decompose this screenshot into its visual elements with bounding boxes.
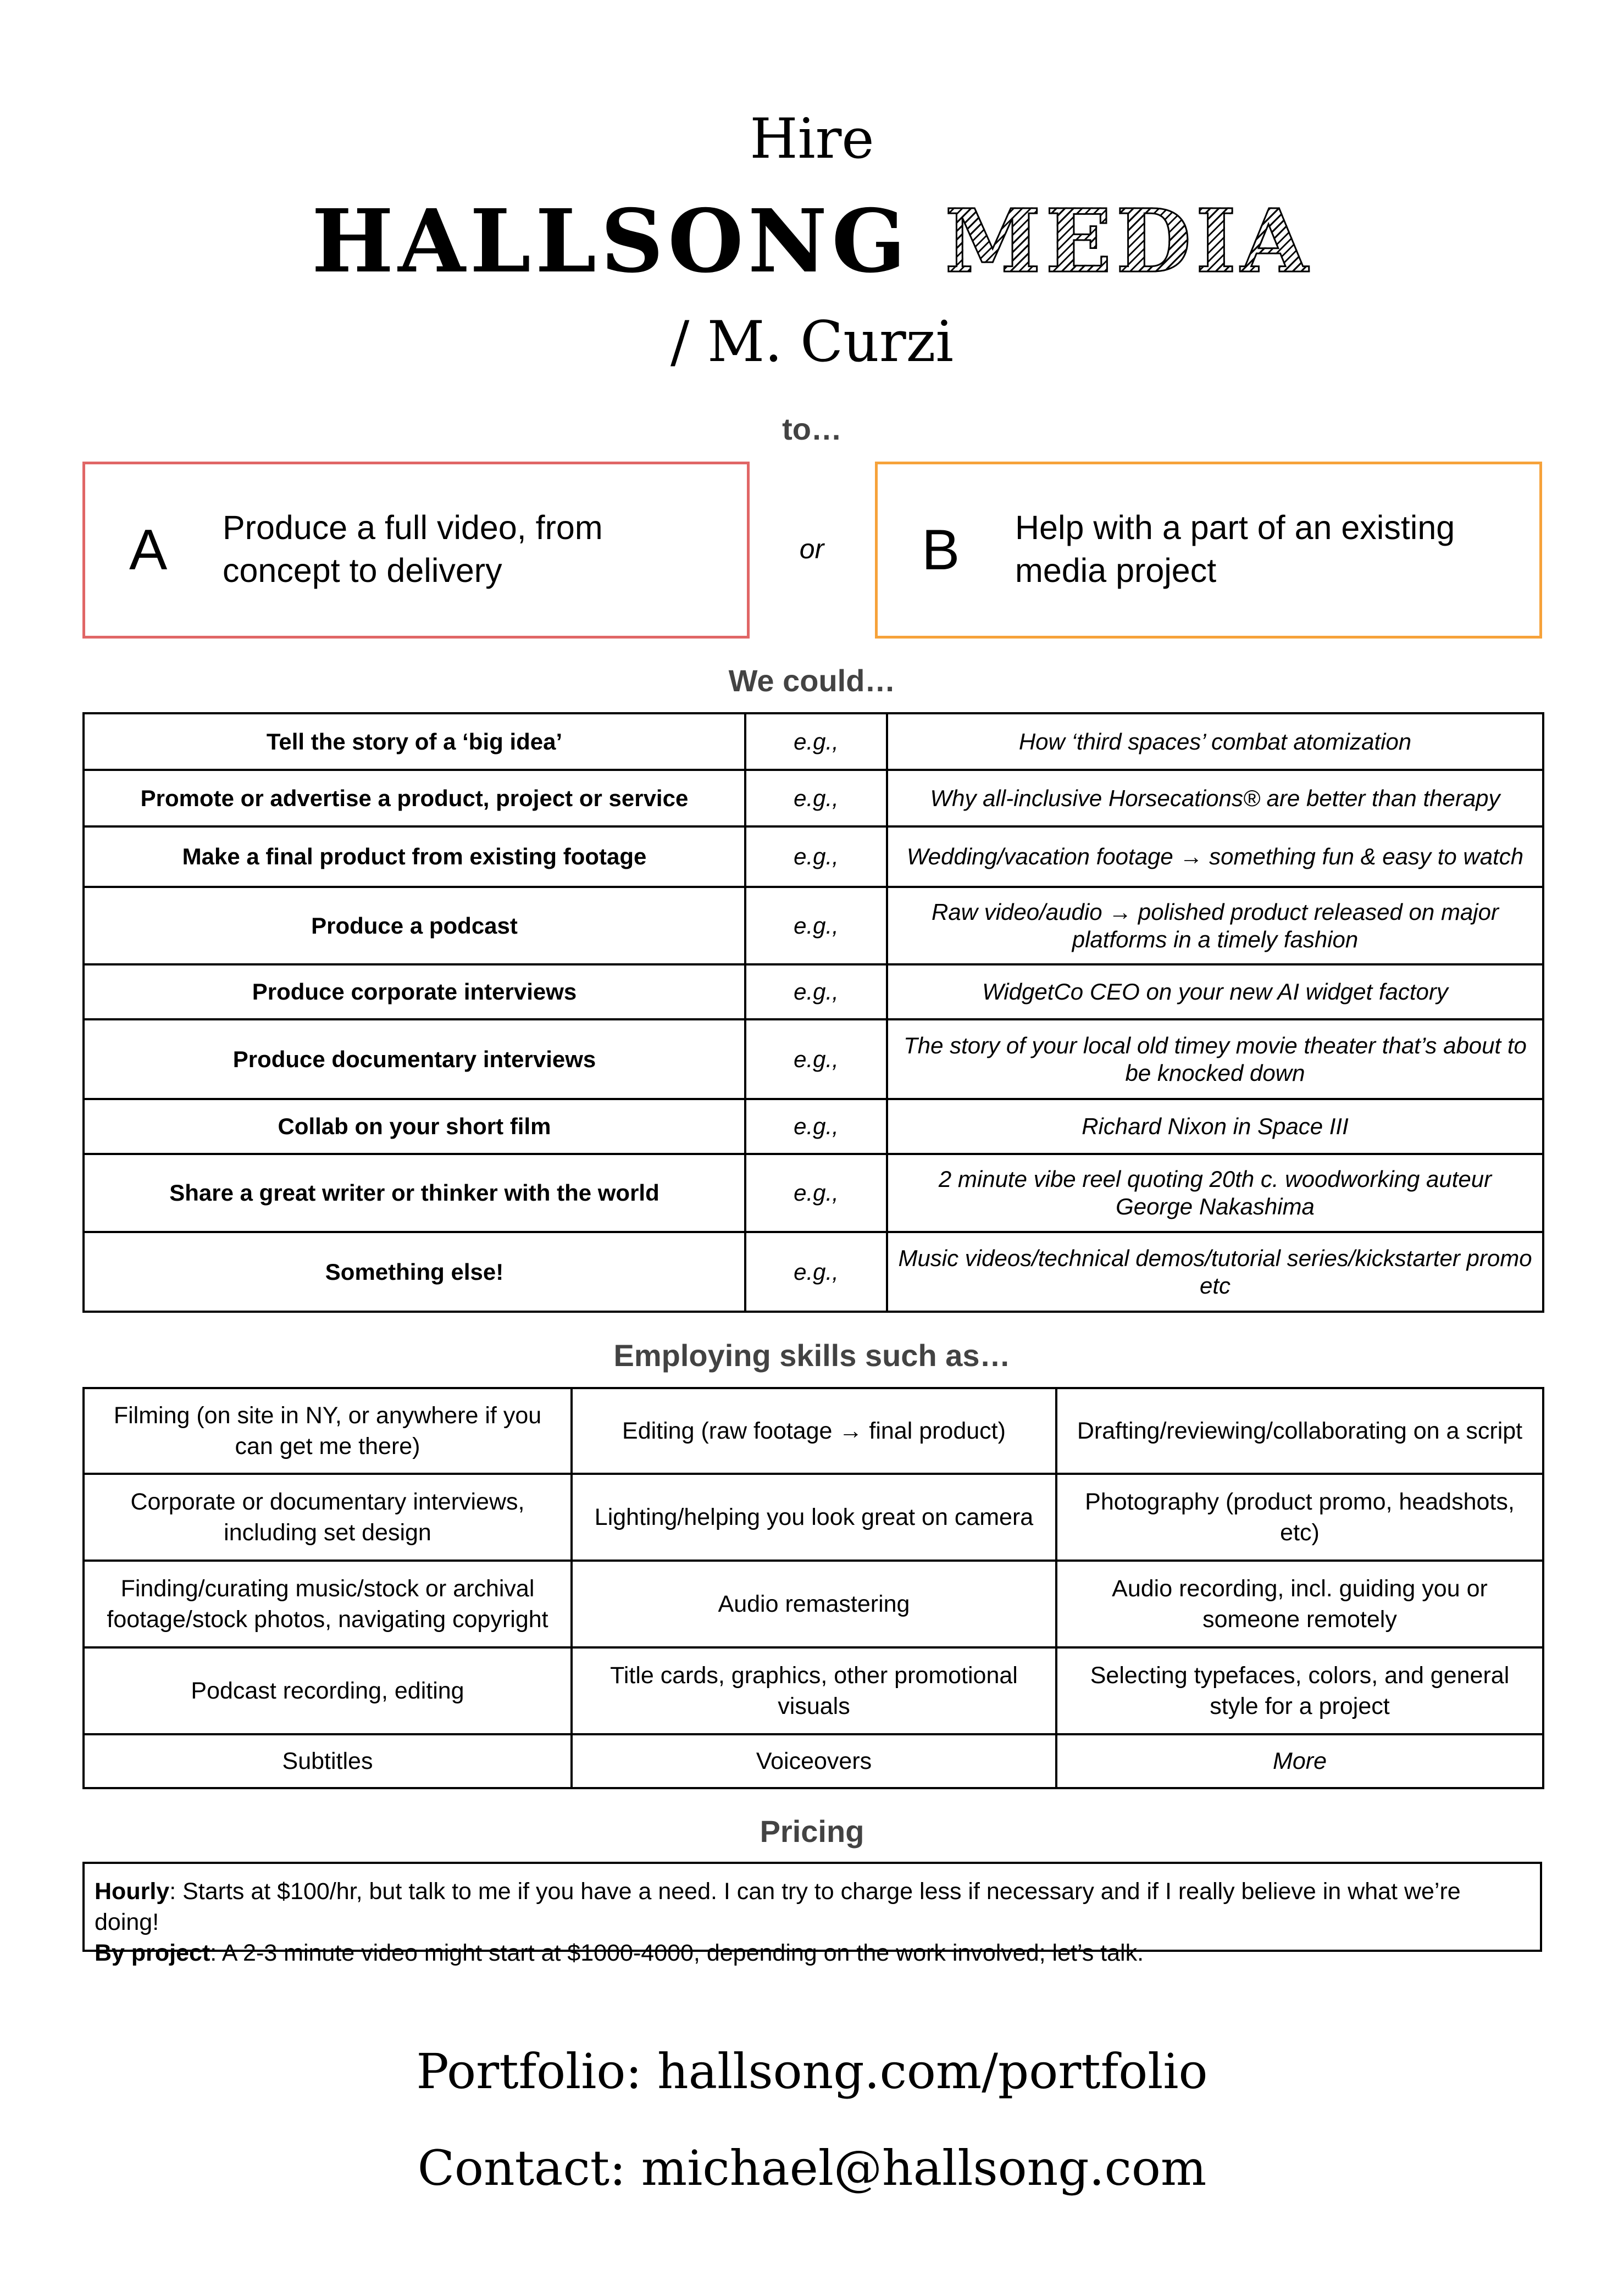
skill-cell: Drafting/reviewing/collaborating on a script	[1056, 1388, 1543, 1474]
skill-cell: Corporate or documentary interviews, including set design	[84, 1474, 572, 1561]
option-b-box	[875, 462, 1542, 639]
skill-cell: Filming (on site in NY, or anywhere if you can get me there)	[84, 1388, 572, 1474]
example-cell: How ‘third spaces’ combat atomization	[887, 713, 1543, 770]
eg-cell: e.g.,	[745, 713, 887, 770]
skill-cell: Voiceovers	[572, 1734, 1056, 1788]
eg-cell: e.g.,	[745, 1154, 887, 1232]
eg-cell: e.g.,	[745, 1019, 887, 1099]
skills-row	[84, 1474, 1543, 1561]
idea-cell: Share a great writer or thinker with the world	[84, 1154, 745, 1232]
brand-word-hallsong: HALLSONG	[311, 191, 911, 292]
option-a-letter: A	[129, 518, 168, 582]
example-cell: WidgetCo CEO on your new AI widget factory	[887, 964, 1543, 1019]
example-cell: 2 minute vibe reel quoting 20th c. woodworking auteur George Nakashima	[887, 1154, 1543, 1232]
pricing-project-text: : A 2-3 minute video might start at $1000-4000, depending on the work involved; let’s talk.	[210, 1940, 1144, 1966]
skill-cell: Subtitles	[84, 1734, 572, 1788]
example-cell: The story of your local old timey movie theater that’s about to be knocked down	[887, 1019, 1543, 1099]
option-a-text: Produce a full video, from concept to delivery	[223, 509, 603, 589]
contact-email[interactable]: Contact: michael@hallsong.com	[417, 2140, 1207, 2196]
to-heading: to…	[782, 412, 842, 446]
skill-cell: Audio remastering	[572, 1561, 1056, 1647]
eg-cell: e.g.,	[745, 770, 887, 826]
ideas-row	[84, 887, 1543, 964]
skill-cell: Lighting/helping you look great on camera	[572, 1474, 1056, 1561]
or-label: or	[799, 534, 824, 564]
skill-cell: Podcast recording, editing	[84, 1647, 572, 1734]
skill-cell-more: More	[1056, 1734, 1543, 1788]
option-a-box	[82, 462, 750, 639]
pricing-hourly-label: Hourly	[95, 1878, 170, 1905]
idea-cell: Something else!	[84, 1232, 745, 1312]
skill-cell: Photography (product promo, headshots, etc)	[1056, 1474, 1543, 1561]
ideas-row	[84, 770, 1543, 826]
skills-table	[82, 1387, 1544, 1789]
ideas-row	[84, 1232, 1543, 1312]
idea-cell: Collab on your short film	[84, 1099, 745, 1154]
ideas-table	[82, 712, 1544, 1313]
eg-cell: e.g.,	[745, 826, 887, 887]
skill-cell: Audio recording, incl. guiding you or someone remotely	[1056, 1561, 1543, 1647]
eg-cell: e.g.,	[745, 887, 887, 964]
skills-heading: Employing skills such as…	[613, 1338, 1011, 1373]
ideas-row	[84, 826, 1543, 887]
we-could-heading: We could…	[728, 663, 896, 698]
idea-cell: Tell the story of a ‘big idea’	[84, 713, 745, 770]
skill-cell: Title cards, graphics, other promotional visuals	[572, 1647, 1056, 1734]
idea-cell: Promote or advertise a product, project or service	[84, 770, 745, 826]
portfolio-link[interactable]: Portfolio: hallsong.com/portfolio	[416, 2043, 1208, 2100]
pricing-project-label: By project	[95, 1940, 210, 1966]
skills-row	[84, 1388, 1543, 1474]
pricing-heading: Pricing	[760, 1814, 864, 1849]
skills-row	[84, 1734, 1543, 1788]
ideas-row	[84, 1099, 1543, 1154]
example-cell: Music videos/technical demos/tutorial series/kickstarter promo etc	[887, 1232, 1543, 1312]
ideas-row	[84, 964, 1543, 1019]
option-b-text: Help with a part of an existing media project	[1015, 509, 1455, 589]
eg-cell: e.g.,	[745, 964, 887, 1019]
byline: / M. Curzi	[670, 309, 954, 375]
idea-cell: Produce a podcast	[84, 887, 745, 964]
pricing-project-line	[95, 1938, 1530, 1968]
skills-row	[84, 1561, 1543, 1647]
idea-cell: Produce documentary interviews	[84, 1019, 745, 1099]
ideas-row	[84, 1019, 1543, 1099]
hire-heading: Hire	[750, 107, 874, 171]
skill-cell: Finding/curating music/stock or archival footage/stock photos, navigating copyright	[84, 1561, 572, 1647]
option-b-letter: B	[922, 518, 960, 582]
eg-cell: e.g.,	[745, 1232, 887, 1312]
pricing-hourly-text: : Starts at $100/hr, but talk to me if you have a need. I can try to charge less if necessary and if I really believe in what we’re doing!	[95, 1878, 1461, 1935]
example-cell: Why all-inclusive Horsecations® are better than therapy	[887, 770, 1543, 826]
skill-cell: Editing (raw footage → final product)	[572, 1388, 1056, 1474]
example-cell: Raw video/audio → polished product released on major platforms in a timely fashion	[887, 887, 1543, 964]
brand-word-media: MEDIA	[945, 191, 1312, 292]
pricing-hourly-line	[95, 1876, 1530, 1938]
skill-cell: Selecting typefaces, colors, and general style for a project	[1056, 1647, 1543, 1734]
example-cell: Richard Nixon in Space III	[887, 1099, 1543, 1154]
ideas-row	[84, 1154, 1543, 1232]
example-cell: Wedding/vacation footage → something fun & easy to watch	[887, 826, 1543, 887]
idea-cell: Make a final product from existing footage	[84, 826, 745, 887]
pricing-box	[82, 1862, 1542, 1966]
idea-cell: Produce corporate interviews	[84, 964, 745, 1019]
brand-logo	[0, 187, 1624, 297]
skills-row	[84, 1647, 1543, 1734]
eg-cell: e.g.,	[745, 1099, 887, 1154]
ideas-row	[84, 713, 1543, 770]
